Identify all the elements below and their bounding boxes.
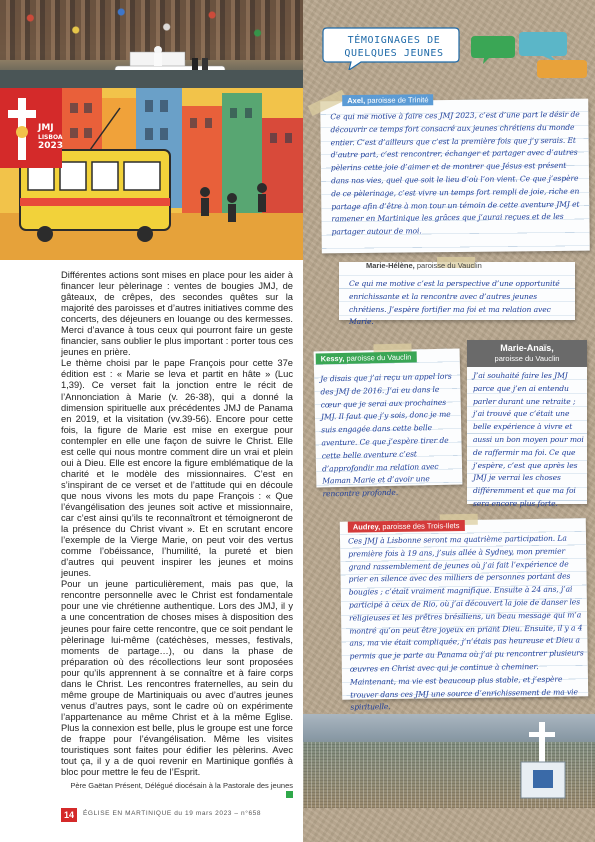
paragraph-2: Le thème choisi par le pape François pour cette 37e édition est : « Marie se leva et partit en hâte » (Luc 1,39). Ce verset fait la jonction entre le récit de l’Annonciation à Marie (v. 26-38), qui a donné la dimension spirituelle aux précédentes JMJ de Panama en 2019, et la visitation (vv.39-56). Encore pour cette fois, la figure de Marie est mise en exergue pour contempler en elle une façon de suivre le Christ. Elle est celle qui nous montre comment dire un vrai et plein oui à Dieu. Elle est encore la figure emblématique de la charité et le modèle des missionnaires. C’est en s’inspirant de ce verset et de l’attitude qui en découle que nous vivons les mots du pape François : « Que l’évangélisation des jeunes soit active et missionnaire, car c’est ainsi qu’ils te reconnaîtront et témoigneront de la présence du Christ vivant ». Et en scrutant encore l’exemple de la Vierge Marie, on peut voir des vertus comme l’obéissance, l’humilité, la pureté et bien d’autres qui peuvent inspirer les jeunes et moins jeunes. (61, 358, 293, 579)
name: Marie-Anaïs, (500, 343, 554, 353)
name: Kessy, (320, 353, 345, 364)
testimony-card-marie-helene (339, 261, 575, 327)
logo-text (38, 124, 63, 151)
logo-year: 2023 (38, 141, 64, 151)
section-title-line2: QUELQUES JEUNES (344, 48, 444, 59)
name-tag (316, 351, 417, 364)
testimony-card-kessy (314, 348, 463, 499)
end-square-icon (286, 791, 293, 798)
parish: paroisse de Trinité (367, 95, 429, 105)
testimony-card-axel (320, 95, 590, 254)
name: Marie-Hélène, (366, 261, 415, 270)
stage-cross-image (513, 722, 573, 802)
parish: paroisse du Vauclin (494, 354, 560, 363)
jmj-lisboa-logo (0, 88, 62, 168)
testimony-card-audrey (340, 518, 588, 712)
road (0, 70, 303, 88)
parish: paroisse des Trois-Ilets (382, 521, 460, 532)
parish: paroisse du Vauclin (346, 352, 412, 363)
section-title (334, 34, 454, 60)
name: Audrey, (352, 522, 381, 532)
signature-text: Père Gaëtan Présent, Délégué diocésain à la Pastorale des jeunes (70, 781, 293, 790)
footer-text: ÉGLISE EN MARTINIQUE du 19 mars 2023 – n°658 (83, 810, 262, 817)
section-title-line1: TÉMOIGNAGES DE (347, 35, 441, 46)
pope-parade-photo (0, 0, 303, 88)
crowd-photo (303, 714, 595, 808)
testimony-text: Je disais que j’ai reçu un appel lors des JMJ de 2016. J’ai eu dans le cœur que je serai aux prochaines JMJ. Il faut que j’y sois, donc je me suis engagée dans cette belle aventure. Ce que j’espère tirer de cette belle aventure c’est d’approfondir ma relation avec Maman Marie et d’avoir une rencontre profonde. (320, 371, 452, 499)
testimony-text: Ce qui me motive à faire ces JMJ 2023, c’est d’une part le désir de découvrir ce temps fort consacré aux jeunes chrétiens du monde entier. C’est d’ailleurs que c’est la première fois que j’y serais. Et d’autre part, c’est rencontrer, échanger et partager avec d’autres pèlerins cette joie d’aimer et de montrer que Jésus est présent dans nos vies, quel que soit le lieu d’où l’on vient. Ce que j’espère de ce pèlerinage, c’est vivre un temps fort rempli de joie, riche en partage afin d’être à mon tour un témoin de cette aventure JMJ et ramener en Martinique les grâces que j’aurai reçues et de les partager autour de moi. (330, 109, 580, 237)
lisbon-illustration (0, 88, 303, 260)
speech-bubbles-icon (471, 30, 591, 80)
paragraph-3: Pour un jeune particulièrement, mais pas que, la rencontre personnelle avec le Christ est fondamentale pour une vie chrétienne authentique. Lors des JMJ, il y a une concentration de choses mises à disposition des jeunes pour faire cette rencontre, que ce soit pendant le pèlerinage lui-même (catéchèses, messes, festivals, moments de partage…), ou dans la phase de préparation où des récollections leur sont proposées pour qu’ils apprennent à se connaître et à faire corps dans le Christ. Les rencontres fraternelles, au sein du même groupe de Martiniquais ou avec d’autres jeunes venus d’autres pays, sont le cadre où on expérimente l’appartenance au même Christ et à la même Eglise. Plus la connexion est belle, plus le groupe est une force de frappe pour l’évangélisation. Même les visites touristiques sont faites pour édifier les pèlerins. Avec tout ça, il y a de quoi revenir en Martinique gonflés à bloc pour mettre le feu de l’Esprit. (61, 579, 293, 778)
name: Axel, (347, 95, 366, 106)
name-tag (342, 94, 433, 106)
page-number: 14 (61, 808, 77, 822)
name-tag (348, 520, 465, 533)
testimony-card-marie-anais (467, 340, 587, 508)
testimony-text: Ces JMJ à Lisbonne seront ma quatrième participation. La première fois à 19 ans, j’suis allée à Sydney, mon premier grand rassemblement de jeunes où j’ai fait l’expérience de prier en silence avec des milliers de personnes portant des bougies ; c’était vraiment magnifique. Ensuite à 24 ans, j’ai participé à ceux de Rio, où j’ai découvert la joie de danser les religieuses et les prêtres brésiliens, un beau message qui m’a montré qu’on peut être joyeux en priant Dieu. Ensuite, il y a 4 ans, ma vie était compliquée, j’n’étais pas heureuse et Dieu a permis que je parte au Panama où j’ai pu rencontrer plusieurs œuvres en Christ avec qui je continue à cheminer. Maintenant, ma vie est beaucoup plus stable, et j’espère trouver dans ces JMJ une source d’enrichissement de ma vie spirituelle. (347, 533, 584, 712)
cross-icon (6, 94, 38, 164)
testimony-text: Ce qui me motive c’est la perspective d’une opportunité enrichissante et la rencontre avec d’autres jeunes chrétiens. J’espère fortifier ma foi et ma relation avec Marie. (349, 279, 560, 327)
logo-jmj: JMJ (38, 123, 54, 133)
testimony-text: J’ai souhaité faire les JMJ parce que j’en ai entendu parler durant une retraite ; j’ai trouvé que c’était une belle expérience à vivre et aussi un bon moyen pour moi de raffermir ma foi. Ce que j’espère, c’est que après les JMJ je verrai les choses différemment et que ma foi sera encore plus forte. (473, 371, 584, 508)
parish: paroisse du Vauclin (416, 261, 482, 270)
signature (61, 781, 293, 799)
name-tag (467, 340, 587, 367)
article-body (61, 270, 293, 778)
logo-lisboa: LISBOA (38, 134, 63, 141)
paragraph-1: Différentes actions sont mises en place pour les aider à financer leur pèlerinage : ventes de bougies JMJ, de gâteaux, de crêpes, des secondes quêtes sur la majorité des paroisses et d’autres initiatives comme des concerts, des déjeuners en louange ou des kermesses. Merci d’avance à tous ceux qui pourront faire un geste financier, sans oublier le plus important : porter tous ces jeunes en prière. (61, 270, 293, 358)
name-tag (361, 260, 487, 271)
